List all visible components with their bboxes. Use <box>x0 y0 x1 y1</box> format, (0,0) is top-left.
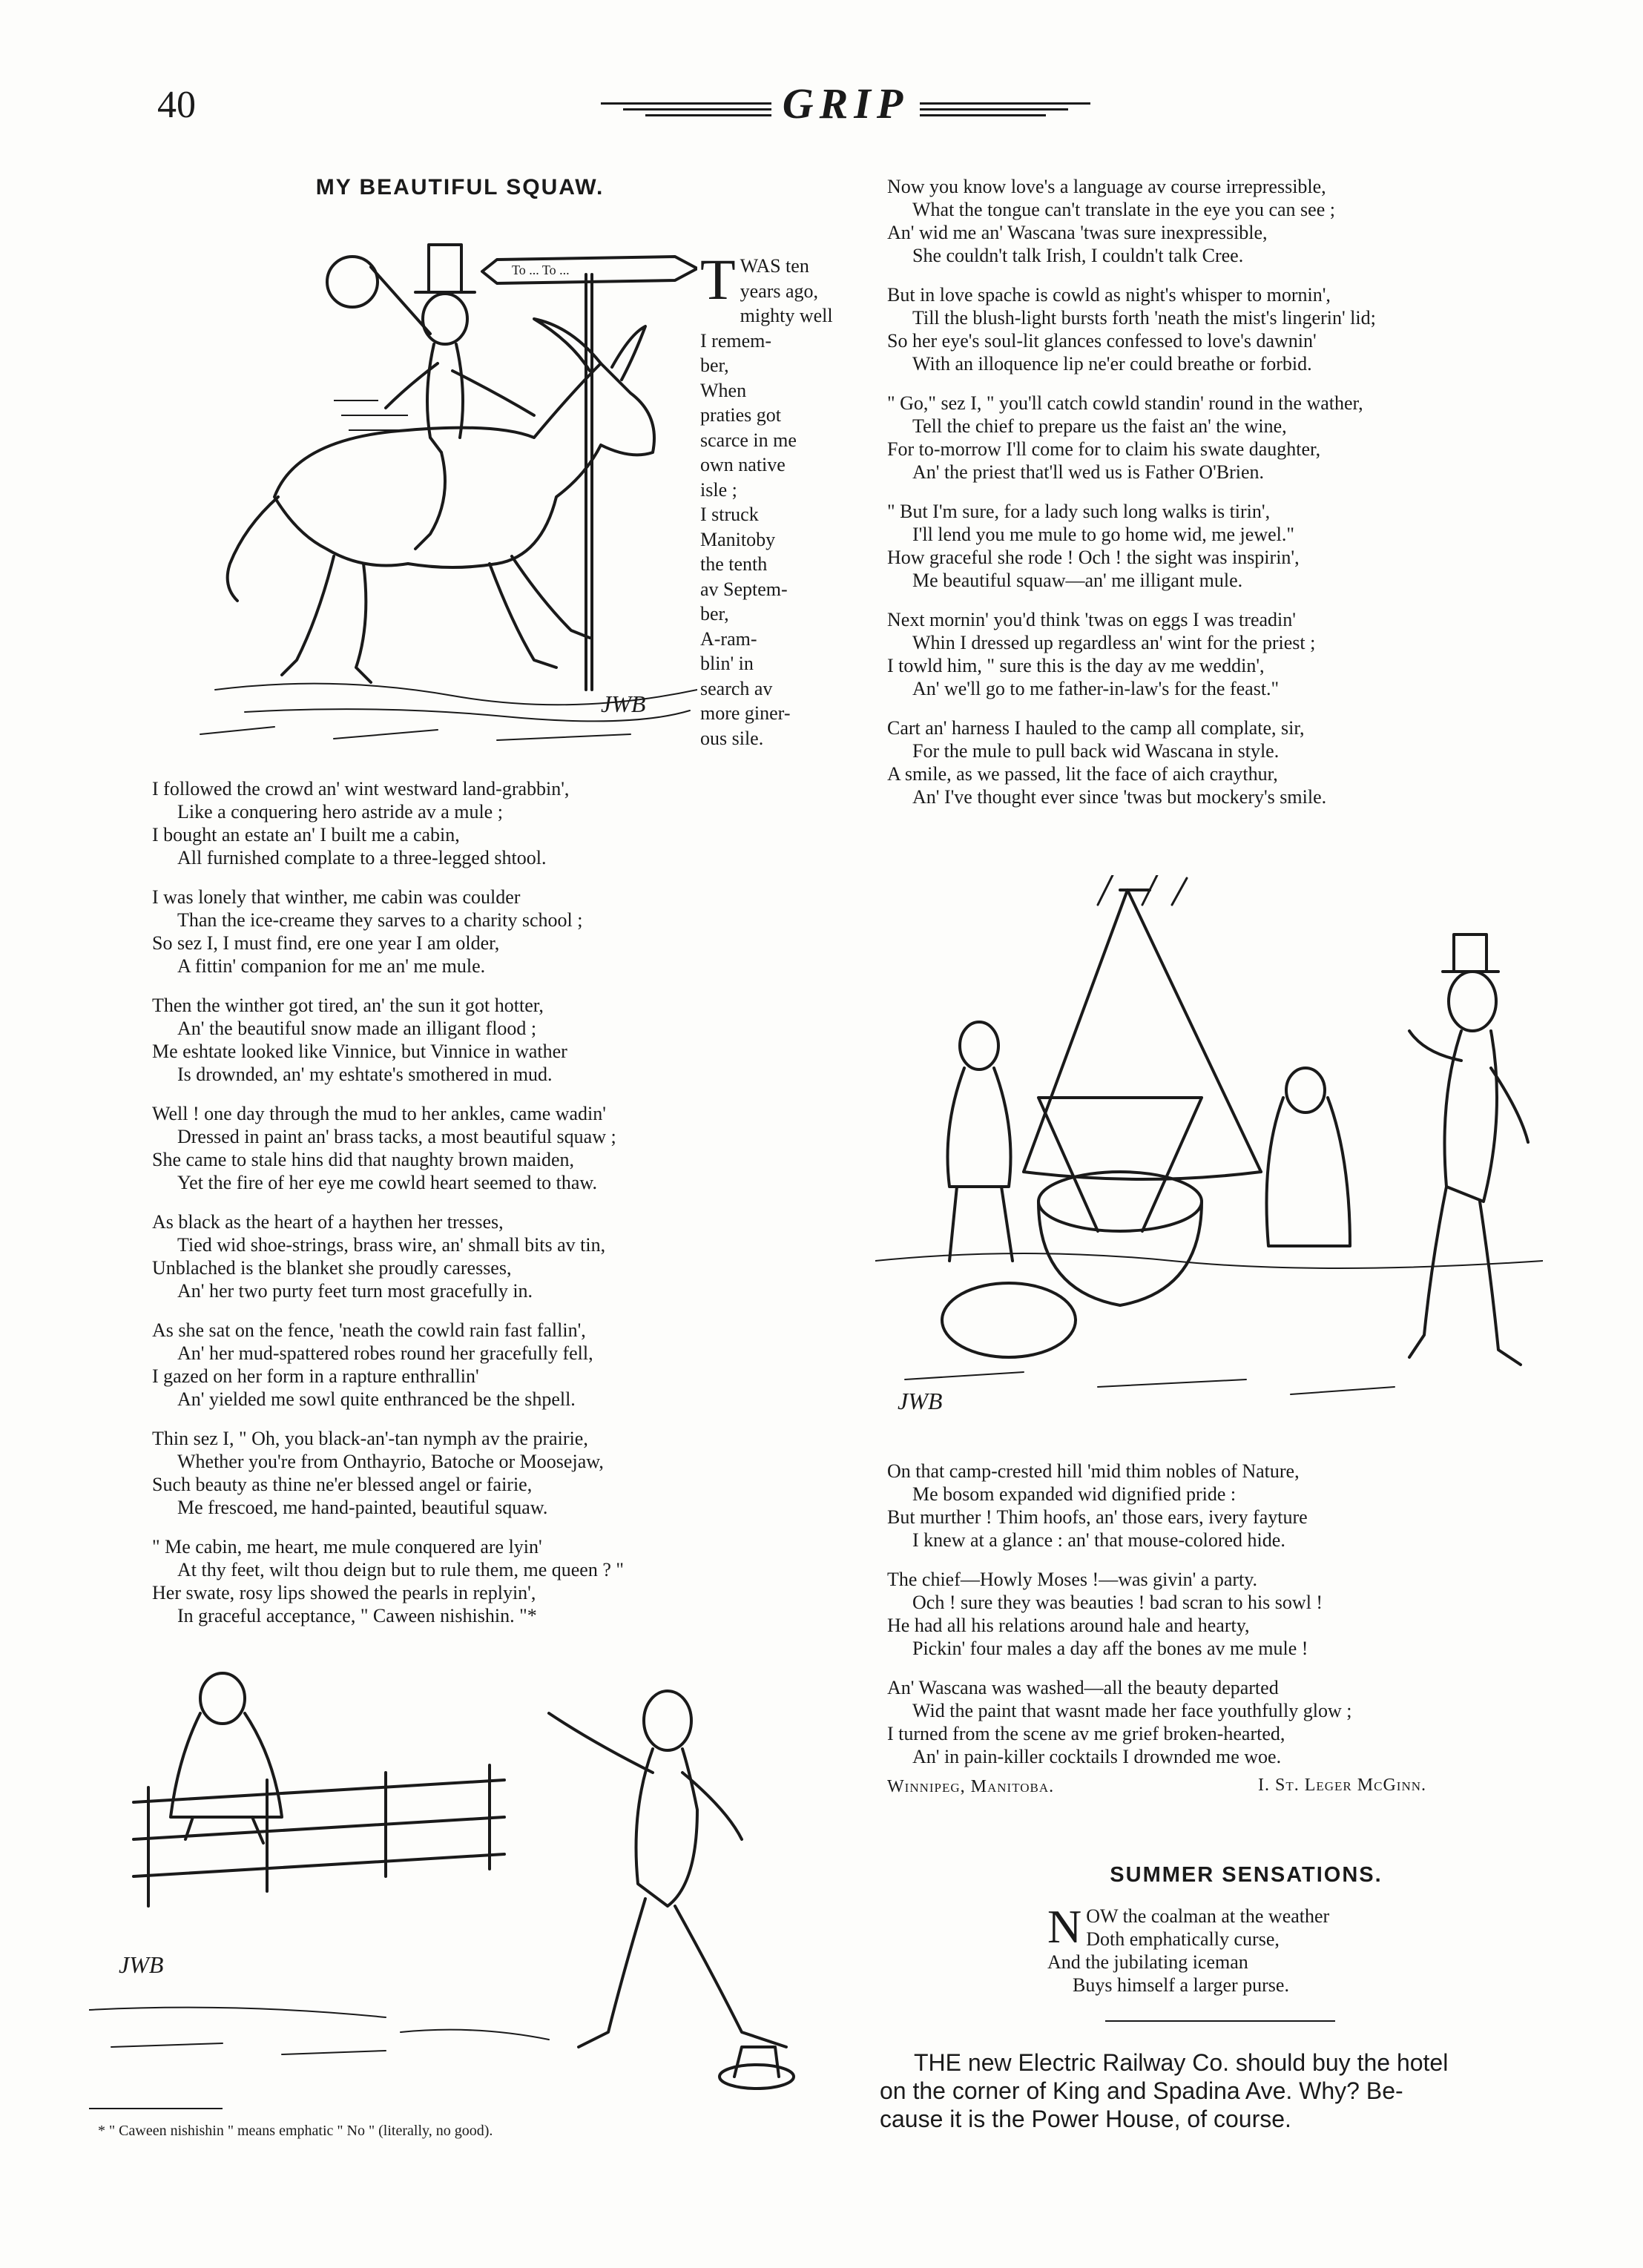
stanza <box>152 886 805 978</box>
verse-line: Dressed in paint an' brass tacks, a most beautiful squaw ; <box>177 1126 616 1147</box>
poem-opening-line: av Septem- <box>700 578 788 600</box>
poem-opening-line: the tenth <box>700 553 768 575</box>
poem-right-column-lower <box>887 1460 1555 1799</box>
poem-opening-line: A-ram- <box>700 627 757 650</box>
verse-line: On that camp-crested hill 'mid thim nobles of Nature, <box>887 1460 1300 1482</box>
poem-opening-line: scarce in me <box>700 429 797 451</box>
summer-verse <box>1047 1900 1463 1997</box>
verse-line: At thy feet, wilt thou deign but to rule them, me queen ? " <box>177 1559 624 1580</box>
masthead-title: GRIP <box>782 79 909 128</box>
verse-line: Me beautiful squaw—an' me illigant mule. <box>912 570 1243 591</box>
verse-line: An' we'll go to me father-in-law's for the feast." <box>912 678 1280 699</box>
verse-line: I bought an estate an' I built me a cabin, <box>152 824 460 845</box>
poem-opening-line: search av <box>700 677 773 699</box>
verse-line: An' wid me an' Wascana 'twas sure inexpressible, <box>887 222 1268 243</box>
verse-line: " Me cabin, me heart, me mule conquered are lyin' <box>152 1536 542 1557</box>
stanza <box>887 1568 1555 1660</box>
verse-line: A smile, as we passed, lit the face of aich craythur, <box>887 763 1278 785</box>
poem-opening-line: I remem- <box>700 329 772 352</box>
verse-line: I'll lend you me mule to go home wid, me jewel." <box>912 524 1294 545</box>
verse-line: Next mornin' you'd think 'twas on eggs I was treadin' <box>887 609 1296 630</box>
poem-opening-line: ous sile. <box>700 727 764 749</box>
railway-paragraph <box>880 2048 1592 2133</box>
masthead-rule-right-2 <box>920 108 1068 111</box>
poem-opening-line: praties got <box>700 404 782 426</box>
poem-opening-line: own native <box>700 454 786 475</box>
poem-opening-line: isle ; <box>700 478 737 501</box>
verse-line: What the tongue can't translate in the eye you can see ; <box>912 199 1335 220</box>
verse-line: An' yielded me sowl quite enthranced be the shpell. <box>177 1388 576 1410</box>
verse-line: An' in pain-killer cocktails I drownded me woe. <box>912 1746 1282 1767</box>
verse-line: For the mule to pull back wid Wascana in style. <box>912 740 1280 762</box>
stanza <box>152 777 805 869</box>
artist-initials-2: JWB <box>898 1388 943 1414</box>
stanza <box>152 1319 805 1411</box>
verse-line: I gazed on her form in a rapture enthrallin' <box>152 1365 479 1387</box>
poem-opening-line: When <box>700 379 747 401</box>
stanza <box>887 1676 1555 1768</box>
verse-line: I turned from the scene av me grief broken-hearted, <box>887 1723 1285 1744</box>
section-divider <box>1105 2020 1335 2022</box>
verse-line: An' the beautiful snow made an illigant flood ; <box>177 1018 537 1039</box>
verse-line: So her eye's soul-lit glances confessed to love's dawnin' <box>887 330 1317 352</box>
masthead-rule-left <box>601 102 771 105</box>
verse-line: Her swate, rosy lips showed the pearls in replyin', <box>152 1582 536 1603</box>
stanza <box>152 1535 805 1627</box>
stanza <box>152 1102 805 1194</box>
poem-opening-line: ber, <box>700 603 729 624</box>
verse-line: Cart an' harness I hauled to the camp all complate, sir, <box>887 717 1305 739</box>
verse-line: But in love spache is cowld as night's whisper to mornin', <box>887 284 1331 306</box>
stanza <box>152 1427 805 1519</box>
masthead-rule-left-3 <box>645 114 771 116</box>
verse-line: An' the priest that'll wed us is Father O'Brien. <box>912 461 1265 483</box>
poem-signature <box>887 1774 1555 1799</box>
poem-opening-line: blin' in <box>700 653 754 674</box>
verse-line: Tell the chief to prepare us the faist an' the wine, <box>912 415 1287 437</box>
stanza <box>887 175 1555 267</box>
verse-line: But murther ! Thim hoofs, an' those ears, ivery fayture <box>887 1506 1308 1528</box>
masthead <box>601 79 1090 135</box>
poem-opening-line: more giner- <box>700 702 791 724</box>
verse-line: Is drownded, an' my eshtate's smothered in mud. <box>177 1064 553 1085</box>
verse-line: Me eshtate looked like Vinnice, but Vinnice in wather <box>152 1041 567 1062</box>
drop-cap: T <box>700 247 736 311</box>
verse-line: Like a conquering hero astride av a mule ; <box>177 801 503 823</box>
railway-line: THE new Electric Railway Co. should buy the hotel <box>914 2049 1449 2076</box>
verse-line: Pickin' four males a day aff the bones av me mule ! <box>912 1638 1308 1659</box>
verse-line: An' her two purty feet turn most gracefully in. <box>177 1280 533 1302</box>
verse-line: An' I've thought ever since 'twas but mockery's smile. <box>912 786 1327 808</box>
verse-line: Now you know love's a language av course irrepressible, <box>887 176 1326 197</box>
verse-line: She came to stale hins did that naughty brown maiden, <box>152 1149 574 1170</box>
verse-line: Unblached is the blanket she proudly caresses, <box>152 1257 512 1279</box>
poem-opening-line: TWAS ten <box>700 247 809 311</box>
verse-line: Yet the fire of her eye me cowld heart seemed to thaw. <box>177 1172 598 1193</box>
artist-initials-1: JWB <box>601 690 646 717</box>
verse-line: Such beauty as thine ne'er blessed angel or fairie, <box>152 1474 533 1495</box>
verse-line: Och ! sure they was beauties ! bad scran to his sowl ! <box>912 1592 1323 1613</box>
illustration-camp-feast <box>875 875 1543 1424</box>
stanza <box>887 500 1555 592</box>
verse-line: Buys himself a larger purse. <box>1073 1974 1289 1996</box>
verse-line: Doth emphatically curse, <box>1086 1928 1280 1950</box>
verse-line: Me bosom expanded wid dignified pride : <box>912 1483 1237 1505</box>
stanza <box>152 994 805 1086</box>
verse-line: How graceful she rode ! Och ! the sight was inspirin', <box>887 547 1300 568</box>
verse-line: So sez I, I must find, ere one year I am older, <box>152 932 500 954</box>
poem-opening-line: Manitoby <box>700 528 776 550</box>
illustration-rider-on-mule <box>185 215 697 756</box>
stanza <box>887 716 1555 808</box>
verse-line: A fittin' companion for me an' me mule. <box>177 955 486 977</box>
verse-line: " Go," sez I, " you'll catch cowld standin' round in the wather, <box>887 392 1363 414</box>
verse-line: Thin sez I, " Oh, you black-an'-tan nymph av the prairie, <box>152 1428 588 1449</box>
artist-initials-3: JWB <box>119 1951 164 1978</box>
summer-drop-cap: N <box>1047 1900 1082 1953</box>
poem-opening <box>700 247 849 751</box>
verse-line: An' her mud-spattered robes round her gracefully fell, <box>177 1342 593 1364</box>
stanza <box>152 1210 805 1302</box>
verse-line: In graceful acceptance, " Caween nishishin. "* <box>177 1605 537 1626</box>
poem-title: MY BEAUTIFUL SQUAW. <box>315 175 605 200</box>
masthead-rule-right <box>920 102 1090 105</box>
verse-line: I towld him, " sure this is the day av me weddin', <box>887 655 1265 676</box>
page-number: 40 <box>157 84 196 126</box>
stanza <box>887 283 1555 375</box>
verse-line: For to-morrow I'll come for to claim his swate daughter, <box>887 438 1321 460</box>
summer-title: SUMMER SENSATIONS. <box>1110 1863 1383 1887</box>
poem-opening-line: I struck <box>700 504 759 525</box>
verse-line: She couldn't talk Irish, I couldn't talk Cree. <box>912 245 1244 266</box>
verse-line: As black as the heart of a haythen her tresses, <box>152 1211 504 1233</box>
verse-line: Whin I dressed up regardless an' wint for the priest ; <box>912 632 1316 653</box>
poem-opening-line: years ago, <box>740 280 819 302</box>
verse-line: I was lonely that winther, me cabin was coulder <box>152 886 521 908</box>
footnote-rule <box>89 2108 223 2109</box>
verse-line: With an illoquence lip ne'er could breathe or forbid. <box>912 353 1312 375</box>
verse-line: Me frescoed, me hand-painted, beautiful squaw. <box>177 1497 548 1518</box>
verse-line: The chief—Howly Moses !—was givin' a party. <box>887 1569 1258 1590</box>
verse-line: Whether you're from Onthayrio, Batoche or Moosejaw, <box>177 1451 604 1472</box>
verse-line: And the jubilating iceman <box>1047 1951 1248 1973</box>
verse-line: He had all his relations around hale and hearty, <box>887 1615 1250 1636</box>
masthead-rule-left-2 <box>623 108 771 111</box>
verse-line: NOW the coalman at the weather <box>1047 1900 1330 1953</box>
railway-line: cause it is the Power House, of course. <box>880 2106 1291 2132</box>
verse-line: Then the winther got tired, an' the sun it got hotter, <box>152 995 544 1016</box>
verse-line: Tied wid shoe-strings, brass wire, an' shmall bits av tin, <box>177 1234 606 1256</box>
illustration-squaw-on-fence <box>89 1661 875 2106</box>
verse-line: Well ! one day through the mud to her ankles, came wadin' <box>152 1103 606 1124</box>
signpost-text: To ... To ... <box>512 263 570 277</box>
poem-opening-line: mighty well <box>740 305 833 326</box>
verse-line: All furnished complate to a three-legged shtool. <box>177 847 547 868</box>
railway-line: on the corner of King and Spadina Ave. Why? Be- <box>880 2077 1403 2104</box>
verse-line: I knew at a glance : an' that mouse-colored hide. <box>912 1529 1285 1551</box>
stanza <box>887 392 1555 484</box>
poem-right-column <box>887 175 1555 825</box>
poem-place: Winnipeg, Manitoba. <box>887 1777 1055 1796</box>
verse-line: I followed the crowd an' wint westward land-grabbin', <box>152 778 570 800</box>
masthead-rule-right-3 <box>920 114 1046 116</box>
verse-line: An' Wascana was washed—all the beauty departed <box>887 1677 1279 1698</box>
verse-line: Than the ice-creame they sarves to a charity school ; <box>177 909 583 931</box>
verse-line: " But I'm sure, for a lady such long walks is tirin', <box>887 501 1271 522</box>
verse-line: As she sat on the fence, 'neath the cowld rain fast fallin', <box>152 1319 586 1341</box>
poem-author: I. St. Leger McGinn. <box>1258 1776 1426 1795</box>
stanza <box>887 608 1555 700</box>
verse-line: Wid the paint that wasnt made her face youthfully glow ; <box>912 1700 1352 1721</box>
footnote: * " Caween nishishin " means emphatic " No " (literally, no good). <box>98 2123 493 2139</box>
poem-opening-line: ber, <box>700 355 729 376</box>
stanza <box>887 1460 1555 1552</box>
verse-line: Till the blush-light bursts forth 'neath the mist's lingerin' lid; <box>912 307 1376 329</box>
poem-left-column <box>152 777 805 1644</box>
